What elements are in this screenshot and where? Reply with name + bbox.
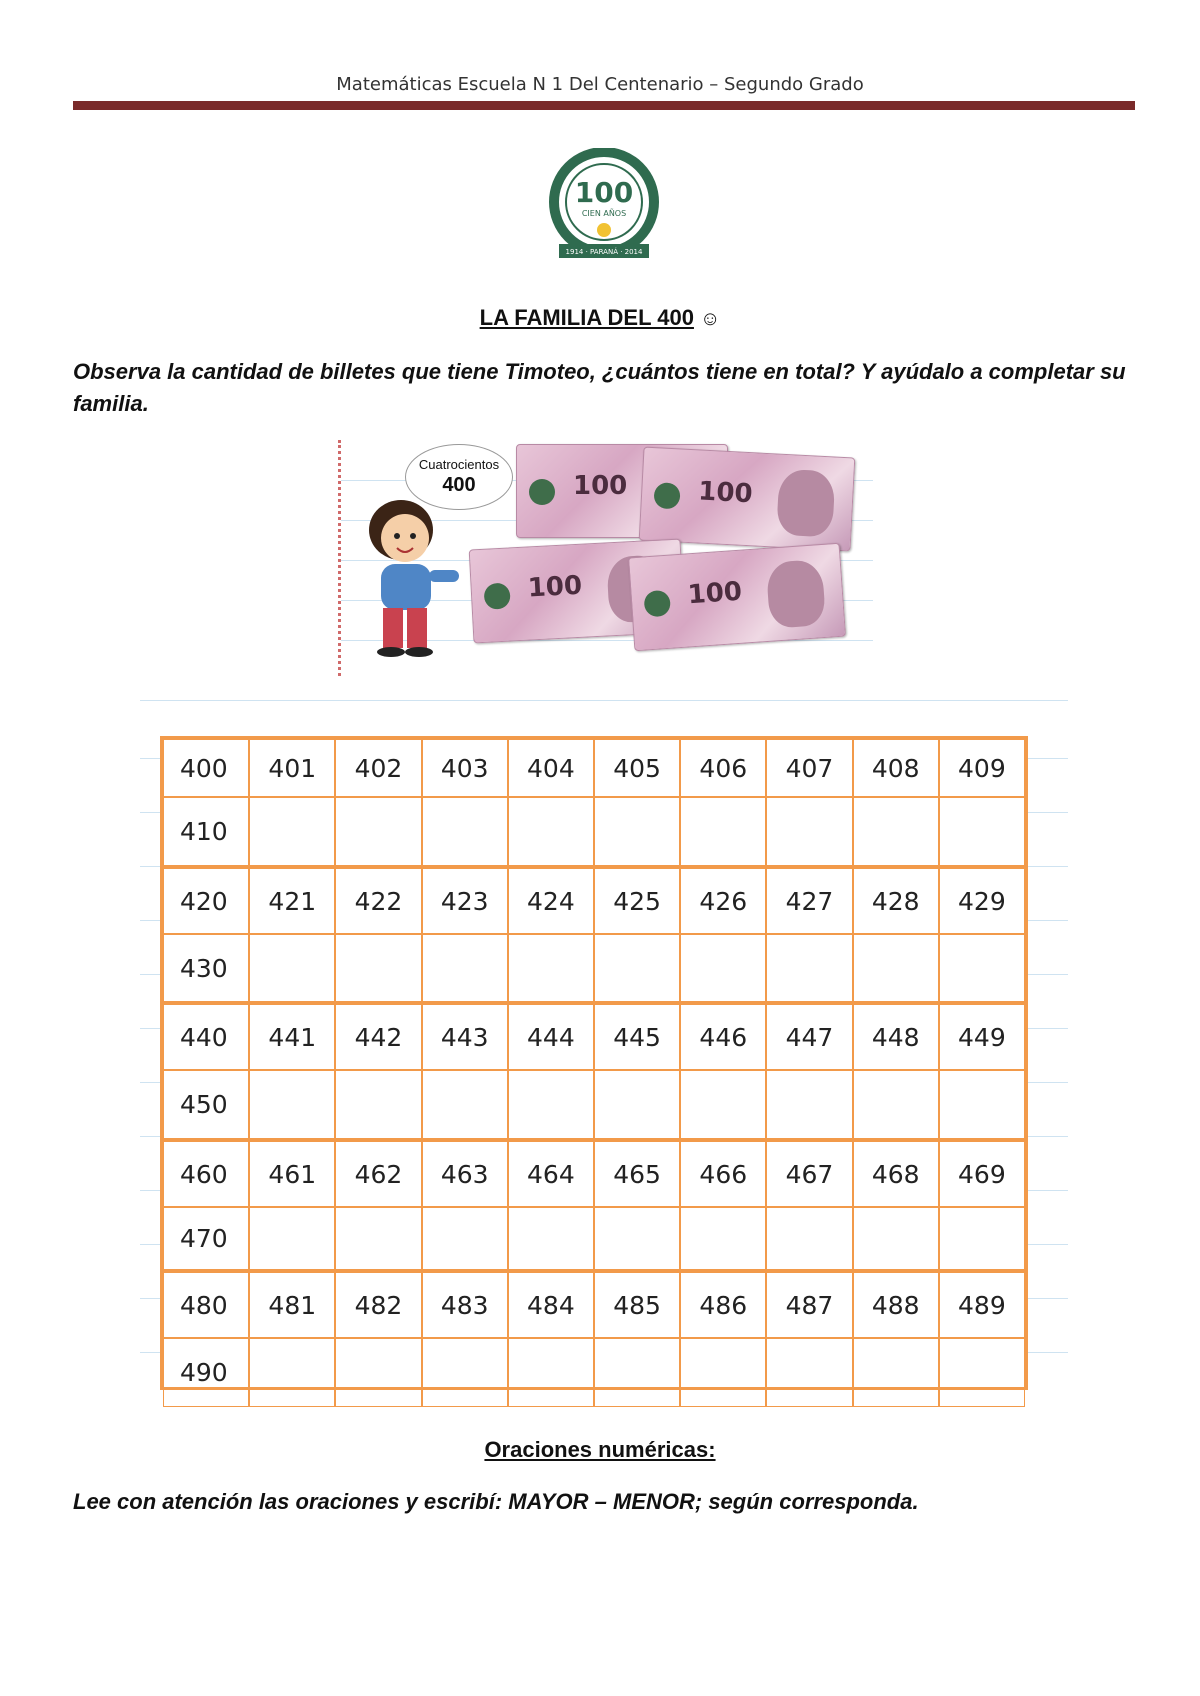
money-illustration: [338, 440, 873, 676]
number-cell: 407: [766, 739, 852, 797]
smiley-icon: ☺: [699, 308, 721, 330]
page-title-text: LA FAMILIA DEL 400: [479, 305, 694, 330]
empty-cell[interactable]: [594, 797, 680, 866]
empty-cell[interactable]: [594, 1207, 680, 1270]
section-title: Oraciones numéricas:: [484, 1437, 716, 1462]
seal-icon: [653, 482, 680, 509]
seal-icon: [483, 583, 510, 610]
empty-cell[interactable]: [422, 934, 508, 1002]
number-cell: 461: [249, 1139, 335, 1207]
empty-cell[interactable]: [249, 1338, 335, 1407]
number-cell: 440: [163, 1002, 249, 1070]
empty-cell[interactable]: [853, 1070, 939, 1139]
number-cell: 442: [335, 1002, 421, 1070]
number-cell: 485: [594, 1270, 680, 1338]
boy-leg: [407, 608, 427, 648]
number-cell: 402: [335, 739, 421, 797]
number-cell: 486: [680, 1270, 766, 1338]
empty-cell[interactable]: [766, 1207, 852, 1270]
empty-cell[interactable]: [766, 797, 852, 866]
empty-cell[interactable]: [853, 934, 939, 1002]
boy-face: [381, 514, 429, 562]
logo-subtext: CIEN AÑOS: [581, 209, 627, 218]
empty-cell[interactable]: [594, 1338, 680, 1407]
empty-cell[interactable]: [853, 797, 939, 866]
number-cell: 467: [766, 1139, 852, 1207]
empty-cell[interactable]: [766, 1070, 852, 1139]
number-cell: 422: [335, 866, 421, 934]
empty-cell[interactable]: [939, 1338, 1025, 1407]
empty-cell[interactable]: [939, 1207, 1025, 1270]
number-cell: 405: [594, 739, 680, 797]
number-cell: 484: [508, 1270, 594, 1338]
number-cell: 464: [508, 1139, 594, 1207]
page-title: [0, 305, 1200, 331]
number-cell: 429: [939, 866, 1025, 934]
number-cell: 465: [594, 1139, 680, 1207]
instruction-text: Observa la cantidad de billetes que tiene Timoteo, ¿cuántos tiene en total? Y ayúdalo a completar su familia.: [73, 359, 1126, 416]
header-rule: [73, 101, 1135, 110]
empty-cell[interactable]: [508, 1338, 594, 1407]
number-cell: 410: [163, 797, 249, 866]
number-cell: 420: [163, 866, 249, 934]
number-cell: 406: [680, 739, 766, 797]
number-cell: 423: [422, 866, 508, 934]
empty-cell[interactable]: [335, 1207, 421, 1270]
empty-cell[interactable]: [249, 934, 335, 1002]
number-cell: 469: [939, 1139, 1025, 1207]
number-cell: 480: [163, 1270, 249, 1338]
banknote-value: 100: [686, 576, 743, 611]
empty-cell[interactable]: [939, 1070, 1025, 1139]
logo-banner-text: 1914 · PARANÁ · 2014: [565, 248, 643, 256]
empty-cell[interactable]: [335, 934, 421, 1002]
empty-cell[interactable]: [680, 1207, 766, 1270]
speech-bubble: [405, 444, 513, 510]
number-cell: 400: [163, 739, 249, 797]
number-cell: 450: [163, 1070, 249, 1139]
empty-cell[interactable]: [853, 1338, 939, 1407]
empty-cell[interactable]: [680, 1338, 766, 1407]
empty-cell[interactable]: [508, 797, 594, 866]
portrait-icon: [766, 559, 826, 629]
number-table-area: [140, 700, 1068, 1390]
boy-arm: [429, 570, 459, 582]
number-table: [160, 736, 1028, 1390]
banknote: [639, 447, 856, 552]
number-cell: 446: [680, 1002, 766, 1070]
page-header: Matemáticas Escuela N 1 Del Centenario – Segundo Grado: [336, 74, 864, 95]
number-cell: 468: [853, 1139, 939, 1207]
number-cell: 443: [422, 1002, 508, 1070]
number-cell: 421: [249, 866, 335, 934]
number-cell: 408: [853, 739, 939, 797]
banknote-value: 100: [697, 476, 754, 510]
number-cell: 463: [422, 1139, 508, 1207]
number-cell: 427: [766, 866, 852, 934]
number-cell: 426: [680, 866, 766, 934]
bubble-number: 400: [442, 474, 476, 496]
school-logo: [537, 148, 671, 264]
boy-shirt: [381, 564, 431, 610]
number-cell: 489: [939, 1270, 1025, 1338]
number-cell: 445: [594, 1002, 680, 1070]
seal-icon: [529, 479, 555, 505]
number-cell: 483: [422, 1270, 508, 1338]
empty-cell[interactable]: [422, 1207, 508, 1270]
number-cell: 481: [249, 1270, 335, 1338]
empty-cell[interactable]: [680, 1070, 766, 1139]
sun-icon: [597, 223, 611, 237]
empty-cell[interactable]: [335, 1070, 421, 1139]
empty-cell[interactable]: [680, 934, 766, 1002]
number-cell: 444: [508, 1002, 594, 1070]
number-cell: 466: [680, 1139, 766, 1207]
empty-cell[interactable]: [335, 1338, 421, 1407]
number-cell: 441: [249, 1002, 335, 1070]
number-cell: 470: [163, 1207, 249, 1270]
number-cell: 425: [594, 866, 680, 934]
empty-cell[interactable]: [508, 1207, 594, 1270]
seal-icon: [643, 590, 671, 618]
empty-cell[interactable]: [422, 797, 508, 866]
empty-cell[interactable]: [680, 797, 766, 866]
empty-cell[interactable]: [508, 934, 594, 1002]
number-cell: 404: [508, 739, 594, 797]
empty-cell[interactable]: [508, 1070, 594, 1139]
empty-cell[interactable]: [249, 1207, 335, 1270]
number-cell: 428: [853, 866, 939, 934]
empty-cell[interactable]: [766, 934, 852, 1002]
number-cell: 447: [766, 1002, 852, 1070]
empty-cell[interactable]: [853, 1207, 939, 1270]
logo-number: 100: [574, 176, 634, 209]
empty-cell[interactable]: [422, 1070, 508, 1139]
banknote: [628, 543, 846, 652]
notebook-line: [140, 700, 1068, 701]
bubble-word: Cuatrocientos: [418, 457, 500, 472]
number-cell: 448: [853, 1002, 939, 1070]
banknote-value: 100: [573, 471, 628, 501]
portrait-icon: [776, 469, 835, 538]
number-cell: 462: [335, 1139, 421, 1207]
empty-cell[interactable]: [335, 797, 421, 866]
section-instruction: Lee con atención las oraciones y escribí: MAYOR – MENOR; según corresponda.: [73, 1489, 919, 1514]
number-cell: 401: [249, 739, 335, 797]
banknote-value: 100: [527, 570, 583, 604]
empty-cell[interactable]: [766, 1338, 852, 1407]
empty-cell[interactable]: [249, 1070, 335, 1139]
number-cell: 482: [335, 1270, 421, 1338]
number-cell: 430: [163, 934, 249, 1002]
empty-cell[interactable]: [249, 797, 335, 866]
empty-cell[interactable]: [939, 797, 1025, 866]
empty-cell[interactable]: [939, 934, 1025, 1002]
empty-cell[interactable]: [422, 1338, 508, 1407]
number-cell: 409: [939, 739, 1025, 797]
number-cell: 424: [508, 866, 594, 934]
number-cell: 488: [853, 1270, 939, 1338]
boy-leg: [383, 608, 403, 648]
number-cell: 449: [939, 1002, 1025, 1070]
empty-cell[interactable]: [594, 934, 680, 1002]
number-cell: 490: [163, 1338, 249, 1407]
number-cell: 487: [766, 1270, 852, 1338]
empty-cell[interactable]: [594, 1070, 680, 1139]
number-cell: 403: [422, 739, 508, 797]
number-cell: 460: [163, 1139, 249, 1207]
